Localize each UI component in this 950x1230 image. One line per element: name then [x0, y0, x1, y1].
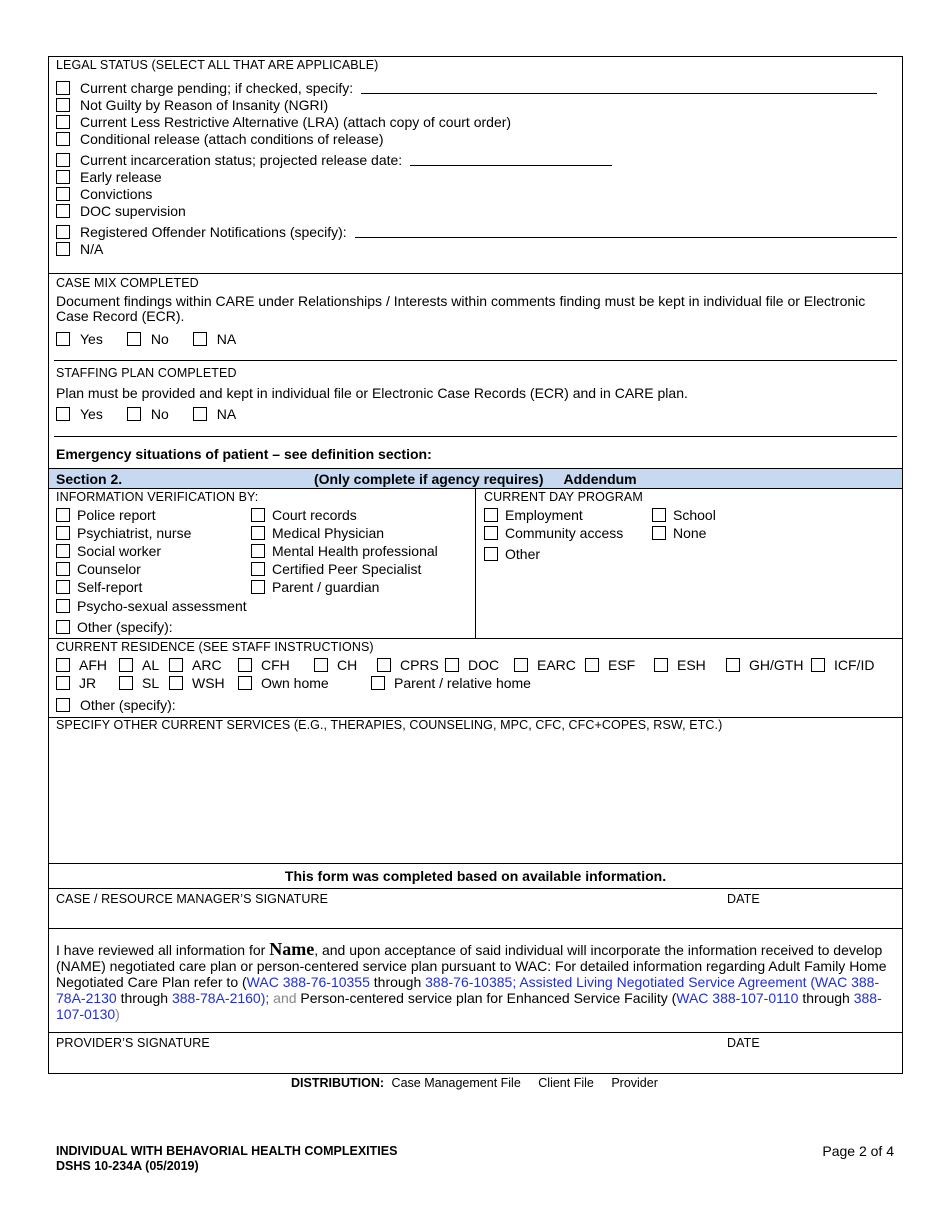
residence-option: ICF/ID	[811, 657, 874, 673]
checkbox[interactable]	[484, 508, 498, 522]
checkbox[interactable]	[56, 698, 70, 712]
day-program-item: None	[652, 524, 894, 541]
day-program-header: CURRENT DAY PROGRAM	[484, 490, 643, 504]
legal-item-doc: DOC supervision	[56, 202, 895, 219]
release-date-line[interactable]	[410, 153, 612, 166]
checkbox[interactable]	[56, 599, 70, 613]
checkbox[interactable]	[484, 547, 498, 561]
verification-other: Other (specify):	[56, 618, 468, 635]
legal-item-early-release: Early release	[56, 168, 895, 185]
residence-option: WSH	[169, 675, 238, 691]
distribution-item: Provider	[611, 1076, 658, 1090]
staffing-header: STAFFING PLAN COMPLETED	[56, 366, 237, 380]
residence-header: CURRENT RESIDENCE (SEE STAFF INSTRUCTIONS)	[56, 640, 374, 654]
form-number: DSHS 10-234A (05/2019)	[56, 1159, 199, 1173]
section2-label: Section 2.	[56, 470, 123, 487]
checkbox[interactable]	[56, 132, 70, 146]
distribution-line	[291, 1076, 658, 1090]
page-number: Page 2 of 4	[822, 1143, 894, 1159]
checkbox[interactable]	[56, 332, 70, 346]
residence-option: EARC	[514, 657, 585, 673]
legal-item-na: N/A	[56, 240, 895, 257]
name-placeholder: Name	[269, 939, 315, 959]
checkbox[interactable]	[238, 658, 252, 672]
day-program-other: Other	[484, 545, 894, 562]
checkbox[interactable]	[127, 407, 141, 421]
verification-item: Counselor	[56, 560, 251, 577]
checkbox[interactable]	[484, 526, 498, 540]
wac-link[interactable]: 388-76-10385	[425, 974, 513, 990]
checkbox[interactable]	[56, 508, 70, 522]
checkbox[interactable]	[169, 676, 183, 690]
residence-option: AL	[119, 657, 169, 673]
day-program-item: School	[652, 506, 894, 523]
provider-signature-label: PROVIDER’S SIGNATURE	[56, 1036, 210, 1050]
checkbox[interactable]	[119, 676, 133, 690]
checkbox[interactable]	[652, 526, 666, 540]
wac-link[interactable]: Assisted Living Negotiated Service Agreement (WAC 388-78A-2130	[56, 974, 880, 1006]
section2-note: (Only complete if agency requires)	[314, 470, 544, 487]
checkbox[interactable]	[56, 170, 70, 184]
case-mix-options: Yes No NA	[56, 331, 895, 347]
residence-option: JR	[56, 675, 119, 691]
checkbox[interactable]	[56, 544, 70, 558]
legal-item-conditional: Conditional release (attach conditions of release)	[56, 130, 895, 147]
residence-other: Other (specify):	[56, 696, 895, 713]
case-mix-text: Document findings within CARE under Relationships / Interests within comments finding must be kept in individual file or Electronic Case Record (ECR).	[56, 293, 866, 324]
footer-left	[56, 1144, 397, 1174]
checkbox[interactable]	[56, 153, 70, 167]
case-mix-header: CASE MIX COMPLETED	[56, 276, 199, 290]
completed-note-row	[49, 864, 902, 889]
residence-option: CFH	[238, 657, 314, 673]
verification-item: Parent / guardian	[251, 578, 468, 595]
day-program-item: Community access	[484, 524, 652, 541]
checkbox[interactable]	[251, 544, 265, 558]
wac-link[interactable]: WAC 388-76-10355	[246, 974, 370, 990]
verification-item: Mental Health professional	[251, 542, 468, 559]
checkbox[interactable]	[445, 658, 459, 672]
legal-item-incarceration: Current incarceration status; projected release date:	[56, 151, 895, 168]
checkbox[interactable]	[314, 658, 328, 672]
verification-item: Psychiatrist, nurse	[56, 524, 251, 541]
verification-item: Medical Physician	[251, 524, 468, 541]
other-services-header: SPECIFY OTHER CURRENT SERVICES (E.G., THERAPIES, COUNSELING, MPC, CFC, CFC+COPES, RSW, ETC.)	[56, 718, 723, 732]
verification-item: Social worker	[56, 542, 251, 559]
case-manager-signature-label: CASE / RESOURCE MANAGER’S SIGNATURE	[56, 892, 329, 906]
checkbox[interactable]	[251, 580, 265, 594]
legal-item-ngri: Not Guilty by Reason of Insanity (NGRI)	[56, 96, 895, 113]
verification-item: Police report	[56, 506, 251, 523]
checkbox[interactable]	[371, 676, 385, 690]
checkbox[interactable]	[127, 332, 141, 346]
checkbox[interactable]	[726, 658, 740, 672]
legal-item-lra: Current Less Restrictive Alternative (LRA) (attach copy of court order)	[56, 113, 895, 130]
checkbox[interactable]	[119, 658, 133, 672]
residence-option: GH/GTH	[726, 657, 811, 673]
checkbox[interactable]	[56, 204, 70, 218]
verification-item: Certified Peer Specialist	[251, 560, 468, 577]
residence-option: Own home	[238, 675, 371, 691]
legal-item-charge: Current charge pending; if checked, specify:	[56, 79, 895, 96]
residence-option: CH	[314, 657, 377, 673]
residence-option: DOC	[445, 657, 514, 673]
checkbox[interactable]	[377, 658, 391, 672]
checkbox[interactable]	[251, 508, 265, 522]
residence-option: ARC	[169, 657, 238, 673]
checkbox[interactable]	[56, 187, 70, 201]
residence-option: ESF	[585, 657, 654, 673]
section2-addendum: Addendum	[563, 470, 637, 487]
legal-status-header: LEGAL STATUS (SELECT ALL THAT ARE APPLICABLE)	[56, 58, 379, 72]
checkbox[interactable]	[56, 407, 70, 421]
residence-row1	[56, 656, 895, 674]
verification-panel	[49, 489, 476, 638]
completed-note: This form was completed based on available information.	[284, 868, 667, 884]
checkbox[interactable]	[654, 658, 668, 672]
wac-link[interactable]: 388-107-0130	[56, 990, 882, 1022]
checkbox[interactable]	[56, 98, 70, 112]
wac-link[interactable]: 388-78A-2160)	[171, 990, 266, 1006]
emergency-label: Emergency situations of patient – see definition section:	[56, 446, 432, 462]
date-label: DATE	[727, 892, 760, 906]
verification-header: INFORMATION VERIFICATION BY:	[56, 490, 259, 504]
case-manager-signature-row[interactable]	[49, 889, 902, 929]
checkbox[interactable]	[193, 332, 207, 346]
checkbox[interactable]	[56, 562, 70, 576]
distribution-label: DISTRIBUTION:	[291, 1076, 385, 1090]
residence-section	[49, 640, 902, 718]
staffing-text: Plan must be provided and kept in individual file or Electronic Case Records (ECR) and in CARE plan.	[56, 385, 688, 401]
checkbox[interactable]	[652, 508, 666, 522]
checkbox[interactable]	[238, 676, 252, 690]
distribution-item: Case Management File	[391, 1076, 521, 1090]
checkbox[interactable]	[56, 242, 70, 256]
checkbox[interactable]	[193, 407, 207, 421]
divider	[54, 436, 897, 437]
residence-option: SL	[119, 675, 169, 691]
checkbox[interactable]	[811, 658, 825, 672]
form-title: INDIVIDUAL WITH BEHAVORIAL HEALTH COMPLEXITIES	[56, 1144, 398, 1158]
case-mix-staffing-section	[49, 274, 902, 468]
wac-link[interactable]: WAC 388-107-0110	[676, 990, 799, 1006]
offender-specify-line[interactable]	[355, 225, 897, 238]
provider-signature-row[interactable]	[49, 1033, 902, 1073]
legal-status-section	[49, 57, 902, 274]
staffing-options: Yes No NA	[56, 406, 895, 422]
checkbox[interactable]	[56, 676, 70, 690]
residence-option: Parent / relative home	[371, 675, 531, 691]
checkbox[interactable]	[56, 81, 70, 95]
section2-header	[49, 468, 902, 489]
verification-item: Court records	[251, 506, 468, 523]
checkbox[interactable]	[56, 225, 70, 239]
checkbox[interactable]	[251, 526, 265, 540]
checkbox[interactable]	[585, 658, 599, 672]
other-services-section[interactable]	[49, 718, 902, 864]
distribution-item: Client File	[538, 1076, 594, 1090]
form-frame	[48, 56, 903, 1074]
review-paragraph: I have reviewed all information for Name, and upon acceptance of said individual will incorporate the information received to develop (NAME) negotiated care plan or person-centered service plan pursuant to WAC: For detailed information regarding Adult Family Home Negotiated Care Plan refer to (WAC 388-76-10355 through 388-76-10385; Assisted Living Negotiated Service Agreement (WAC 388-78A-2130 through 388-78A-2160); and Person-centered service plan for Enhanced Service Facility (WAC 388-107-0110 through 388-107-0130)	[49, 929, 902, 1033]
day-program-item: Employment	[484, 506, 652, 523]
checkbox[interactable]	[56, 658, 70, 672]
checkbox[interactable]	[169, 658, 183, 672]
verification-day-program	[49, 489, 902, 639]
residence-option: CPRS	[377, 657, 445, 673]
date-label: DATE	[727, 1036, 760, 1050]
residence-option: AFH	[56, 657, 119, 673]
legal-item-offender: Registered Offender Notifications (specify):	[56, 223, 895, 240]
checkbox[interactable]	[514, 658, 528, 672]
checkbox[interactable]	[251, 562, 265, 576]
charge-specify-line[interactable]	[361, 81, 877, 94]
residence-option: ESH	[654, 657, 726, 673]
verification-item: Self-report	[56, 578, 251, 595]
checkbox[interactable]	[56, 526, 70, 540]
verification-grid	[56, 506, 468, 595]
checkbox[interactable]	[56, 620, 70, 634]
legal-item-convictions: Convictions	[56, 185, 895, 202]
day-program-grid	[484, 506, 894, 541]
checkbox[interactable]	[56, 580, 70, 594]
residence-row2	[56, 674, 895, 692]
day-program-panel	[476, 489, 902, 638]
checkbox[interactable]	[56, 115, 70, 129]
verification-psycho: Psycho-sexual assessment	[56, 597, 468, 614]
